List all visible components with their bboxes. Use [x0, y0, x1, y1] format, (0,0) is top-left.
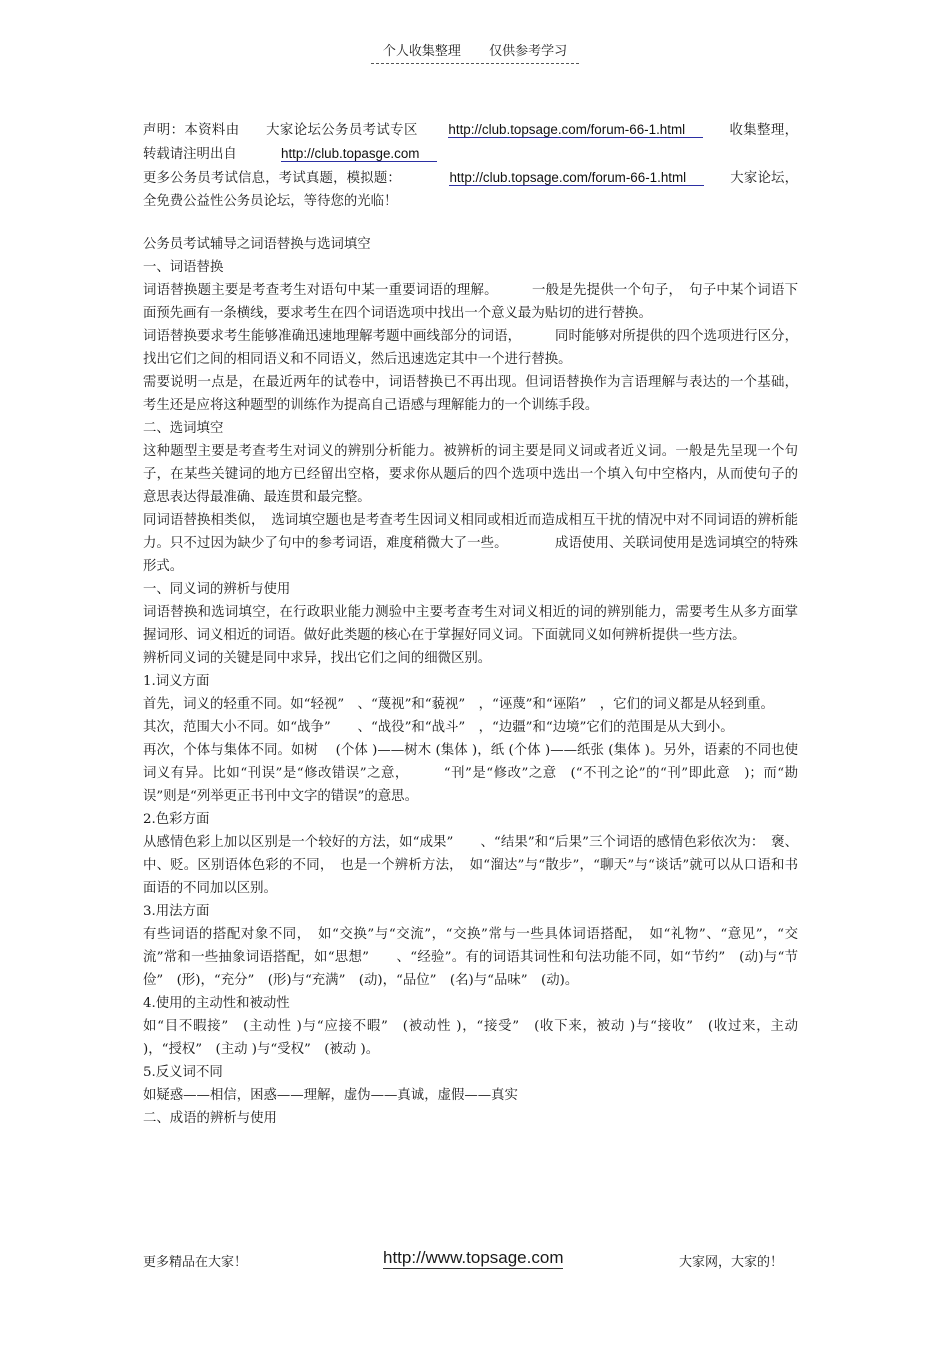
notice-paragraph-2 [143, 166, 798, 213]
subsection-heading: 1.词义方面 [143, 674, 210, 689]
forum-link-2[interactable]: http://club.topasge.com [281, 146, 437, 162]
footer-right-text: 大家网，大家的！ [678, 1255, 783, 1270]
body-paragraph: 如“目不暇接” (主动性 )与“应接不暇” (被动性 )，“接受” (收下来，被动 )与“接收” (收过来，主动 )，“授权” (主动 )与“受权” (被动 )。 [143, 1019, 798, 1057]
forum-link-1[interactable]: http://club.topsage.com/forum-66-1.html [448, 122, 703, 138]
body-paragraph: 词语替换题主要是考查考生对语句中某一重要词语的理解。 一般是先提供一个句子， 句子中某个词语下面预先画有一条横线，要求考生在四个词语选项中找出一个意义最为贴切的进行替换。 [143, 283, 798, 321]
page-footer [143, 1248, 783, 1272]
header-right-text: 仅供参考学习 [489, 44, 568, 59]
notice-text: 收集整理，转载请注明出自 [143, 123, 799, 162]
body-paragraph: 再次，个体与集体不同。如树 (个体 )——树木 (集体 )，纸 (个体 )——纸张 (集体 )。另外，语素的不同也使词义有异。比如“刊误”是“修改错误”之意， “刊”是“修改”之意 (“不刊之论”的“刊”即此意 )；而“勘误”则是“列举更正书刊中文字的错误”的意思。 [143, 743, 798, 804]
section-heading: 二、成语的辨析与使用 [143, 1111, 277, 1126]
section-heading: 一、词语替换 [143, 260, 224, 275]
body-paragraph: 同词语替换相类似， 选词填空题也是考查考生因词义相同或相近而造成相互干扰的情况中对不同词语的辨析能力。只不过因为缺少了句中的参考词语，难度稍微大了一些。 成语使用、关联词使用是选词填空的特殊形式。 [143, 513, 798, 574]
header-left-text: 个人收集整理 [382, 44, 461, 59]
body-paragraph: 这种题型主要是考查考生对词义的辨别分析能力。被辨析的词主要是同义词或者近义词。一般是先呈现一个句子，在某些关键词的地方已经留出空格，要求你从题后的四个选项中选出一个填入句中空格内，从而使句子的意思表达得最准确、最连贯和最完整。 [143, 444, 798, 505]
body-paragraph: 需要说明一点是，在最近两年的试卷中，词语替换已不再出现。但词语替换作为言语理解与表达的一个基础，考生还是应将这种题型的训练作为提高自己语感与理解能力的一个训练手段。 [143, 375, 798, 413]
body-paragraph: 有些词语的搭配对象不同， 如“交换”与“交流”，“交换”常与一些具体词语搭配， 如“礼物”、“意见”，“交流”常和一些抽象词语搭配，如“思想” 、“经验”。有的词语其词性和句法功能不同，如“节约” (动)与“节俭” (形)，“充分” (形)与“充满” (动)，“品位” (名)与“品味” (动)。 [143, 927, 798, 988]
notice-text: 大家论坛，全免费公益性公务员论坛，等待您的光临！ [143, 171, 799, 209]
subsection-heading: 5.反义词不同 [143, 1065, 223, 1080]
body-paragraph: 从感情色彩上加以区别是一个较好的方法，如“成果” 、“结果”和“后果”三个词语的感情色彩依次为： 褒、中、贬。区别语体色彩的不同， 也是一个辨析方法， 如“溜达”与“散步”，“聊天”与“谈话”就可以从口语和书面语的不同加以区别。 [143, 835, 798, 896]
notice-text: 更多公务员考试信息，考试真题，模拟题： [143, 171, 401, 186]
subsection-heading: 2.色彩方面 [143, 812, 210, 827]
article-title: 公务员考试辅导之词语替换与选词填空 [143, 237, 371, 252]
notice-source: 大家论坛公务员考试专区 [266, 123, 418, 138]
body-paragraph: 其次，范围大小不同。如“战争” 、“战役”和“战斗” ，“边疆”和“边境”它们的范围是从大到小。 [143, 720, 734, 735]
header-line [371, 40, 579, 64]
body-paragraph: 首先，词义的轻重不同。如“轻视” 、“蔑视”和“藐视” ，“诬蔑”和“诬陷” ，它们的词义都是从轻到重。 [143, 697, 774, 712]
section-heading: 二、选词填空 [143, 421, 224, 436]
footer-site-link[interactable]: http://www.topsage.com [383, 1248, 564, 1267]
footer-left-text: 更多精品在大家！ [143, 1255, 248, 1270]
page-header [0, 40, 950, 64]
body-paragraph: 词语替换要求考生能够准确迅速地理解考题中画线部分的词语， 同时能够对所提供的四个选项进行区分，找出它们之间的相同语义和不同语义，然后迅速选定其中一个进行替换。 [143, 329, 798, 367]
subsection-heading: 4.使用的主动性和被动性 [143, 996, 290, 1011]
section-heading: 一、同义词的辨析与使用 [143, 582, 291, 597]
body-paragraph: 词语替换和选词填空，在行政职业能力测验中主要考查考生对词义相近的词的辨别能力，需要考生从多方面掌握词形、词义相近的词语。做好此类题的核心在于掌握好同义词。下面就同义如何辨析提供一些方法。 [143, 605, 798, 643]
subsection-heading: 3.用法方面 [143, 904, 210, 919]
document-body [143, 118, 798, 1130]
forum-link-3[interactable]: http://club.topsage.com/forum-66-1.html [449, 170, 704, 186]
spacer [143, 213, 798, 233]
body-paragraph: 辨析同义词的关键是同中求异，找出它们之间的细微区别。 [143, 651, 492, 666]
notice-paragraph-1 [143, 118, 798, 166]
notice-text: 声明：本资料由 [143, 123, 240, 138]
body-paragraph: 如疑惑——相信，困惑——理解，虚伪——真诚，虚假——真实 [143, 1088, 518, 1103]
